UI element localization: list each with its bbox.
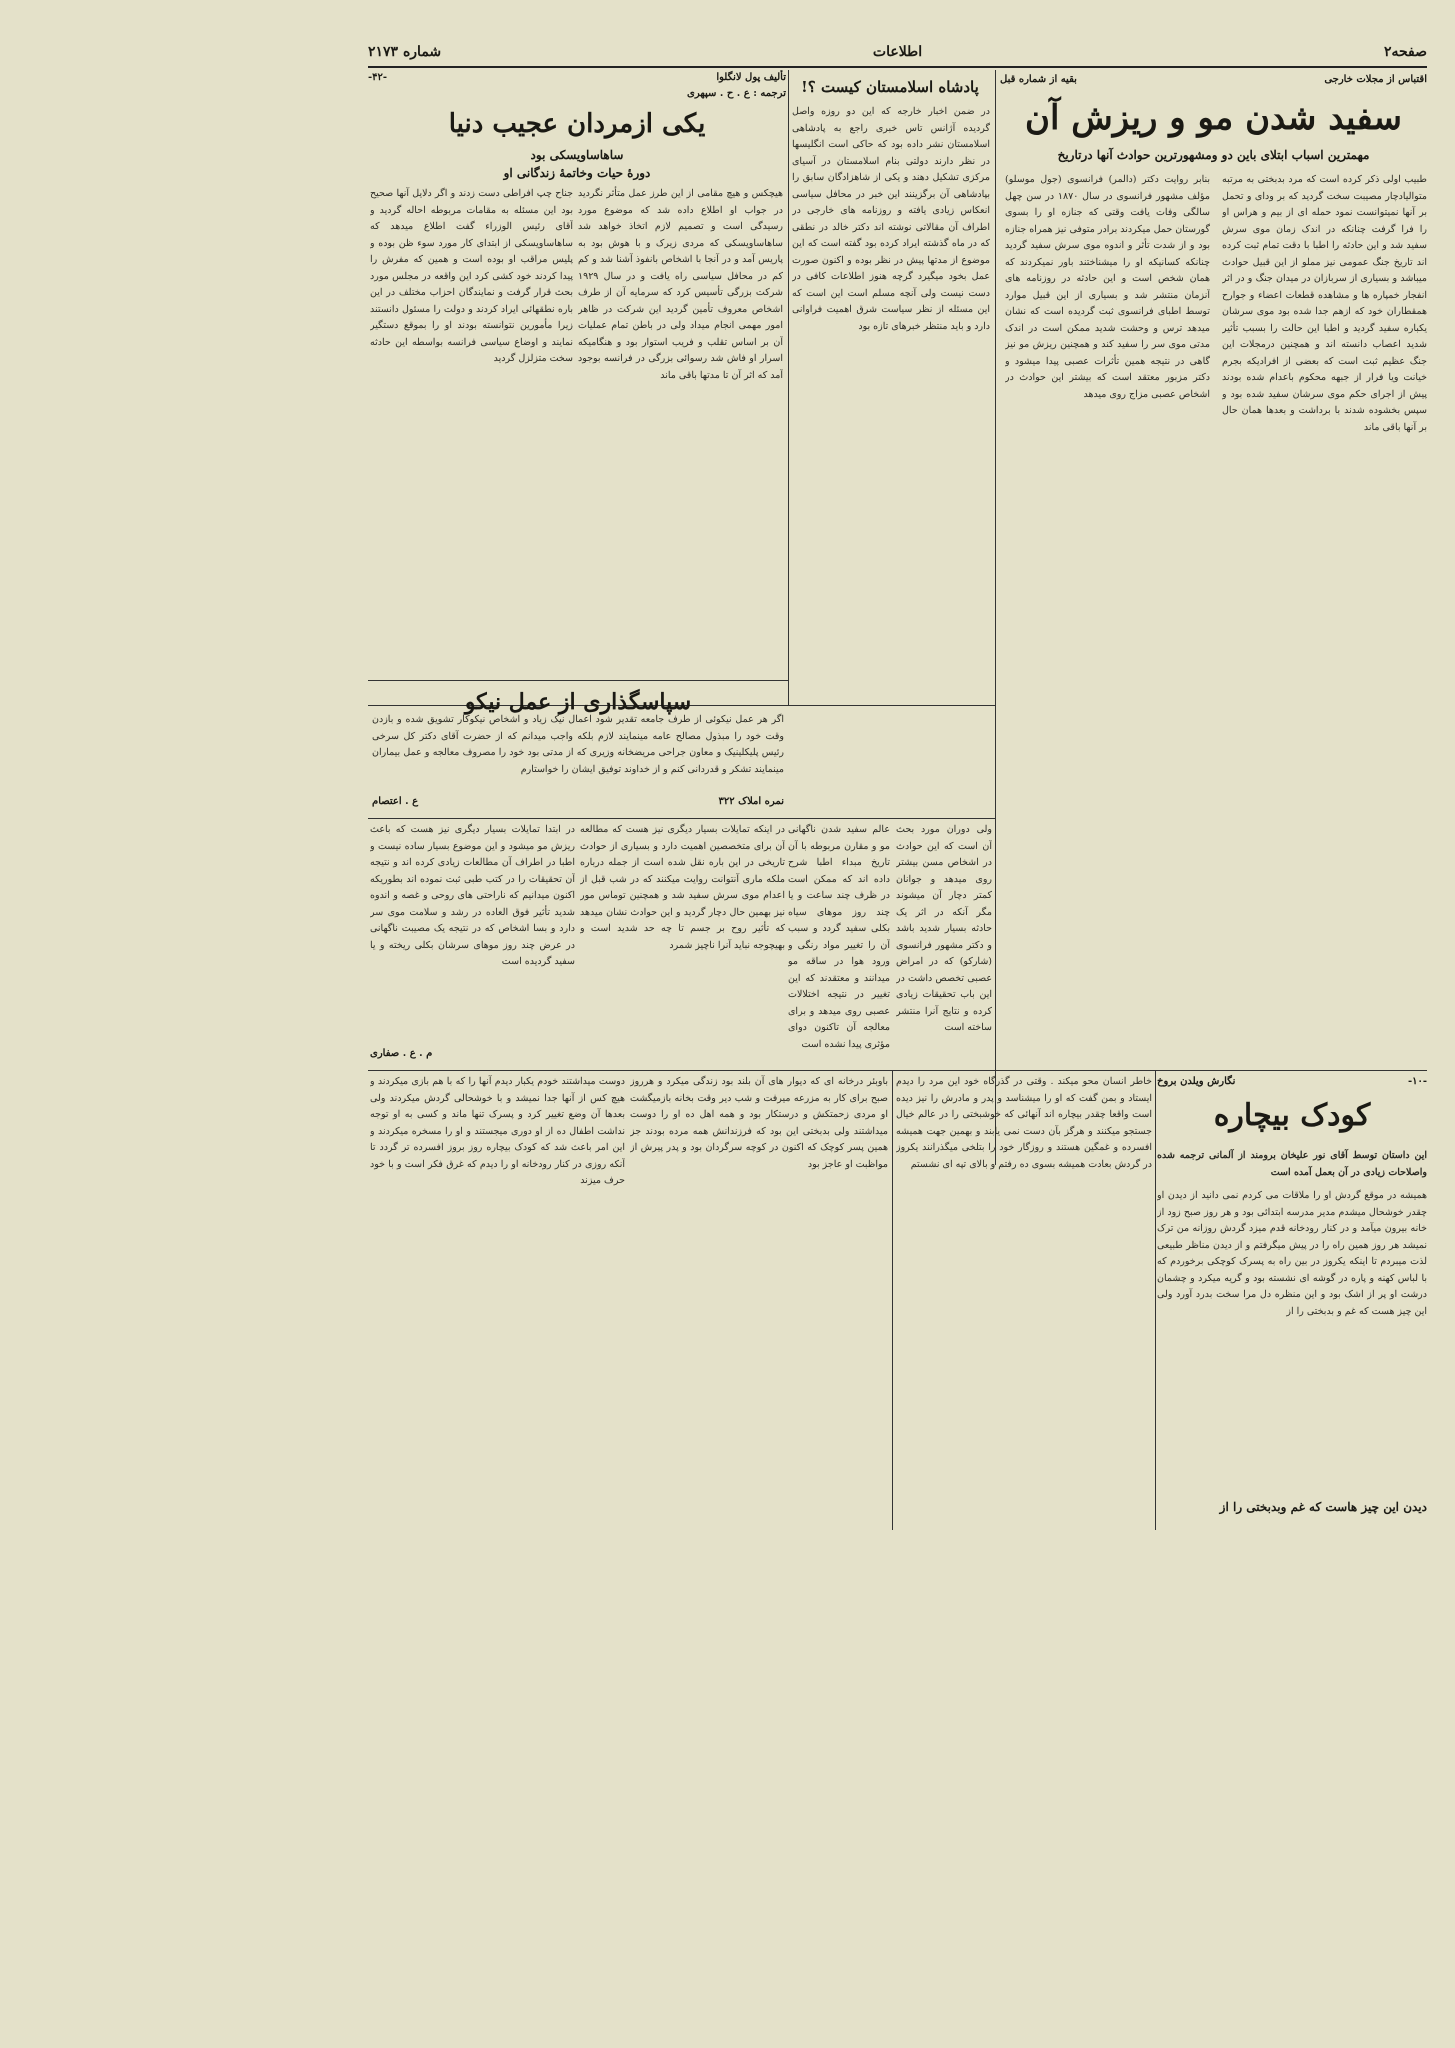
child-story-title: کودک بیچاره xyxy=(1213,1098,1371,1133)
paper-name: اطلاعات xyxy=(872,44,923,60)
wonders-column-right: هیچکس و هیچ مقامی از این طرز عمل متأثر نگردید در جواب او اطلاع داده شد که موضوع مورد رسیدگی است و تصمیم لازم اتخاذ خواهد شد ساهاساویسکی که مردی زیرک و با هوش بود به پاریس آمد و در آنجا با اشخاص بانفوذ آشنا شد و کم کم در محافل سیاسی راه یافت و در سال ۱۹۲۹ شرکت بزرگی تأسیس کرد که سرمایه آن از طرف اشخاص معروف تأمین گردید این شرکت در ظاهر امور مهمی انجام میداد ولی در باطن تمام عملیات آن بر اساس تقلب و فریب استوار بود و هنگامیکه اسرار او فاش شد رسوائی بزرگی در فرانسه بوجود آمد که اثر آن تا مدتها باقی ماند xyxy=(578,188,783,381)
hair-article-column-left: بنابر روایت دکتر (دالمر) فرانسوی (جول موسلو) مؤلف مشهور فرانسوی در سال ۱۸۷۰ در سن چهل سالگی وفات یافت وقتی که جنازه او را بسوی گورستان حمل میکردند برادر متوفی نیز همراه جنازه بود و از شدت تأثر و اندوه موی سرش سفید گردید چنانکه کسانیکه او را میشناختند باور نمیکردند که همان شخص است و این حادثه در روزنامه های آنزمان منتشر شد و بسیاری از این قبیل موارد توسط اطبای فرانسوی ثبت گردیده است که نشان میدهد ترس و وحشت شدید ممکن است در اندک مدتی موی سر را سفید کند و همچنین ریزش مو نیز گاهی در نتیجه همین تأثرات عصبی پیدا میشود و دکتر مزبور معتقد است که بیشتر این حوادث در اشخاص عصبی مزاج روی میدهد xyxy=(1005,174,1210,400)
lower-text-col1: در ابتدا تمایلات بسیار دیگری نیز هست که باعث ریزش مو میشود و این موضوع بسیار ساده نیست و اطبا در اطراف آن مطالعات زیادی کرده اند و نتیجه آن تحقیقات را در کتب طبی ثبت نموده اند بطوریکه اکنون میدانیم که ناراحتی های روحی و غصه و اندوه شدید تأثیر فوق العاده در رشد و سلامت موی سر دارد و بسا اشخاص که در نتیجه یک مصیبت ناگهانی در عرض چند روز موهای سرشان بکلی ریخته و یا سفید گردیده است xyxy=(370,824,575,967)
wonders-article-subtitle2: دورهٔ حیات وخاتمهٔ زندگانی او xyxy=(503,166,651,180)
issue-number: شماره ۲۱۷۳ xyxy=(368,44,442,60)
wonders-article-subtitle: ساهاساویسکی بود xyxy=(530,148,624,162)
article-translator: ترجمه : ع . ح . سپهری xyxy=(687,88,786,99)
lower-text-col4: ولی دوران مورد بحث آن است که این حوادث در اشخاص مسن بیشتر روی میدهد و جوانان کمتر دچار آن میشوند مگر آنکه در اثر یک حادثه بسیار شدید باشد و دکتر مشهور فرانسوی (شارکو) که در امراض عصبی تخصص داشت در این باب تحقیقات زیادی کرده و نتایج آنرا منتشر ساخته است xyxy=(896,824,992,1033)
lower-text-col3: عالم سفید شدن ناگهانی مو و مقارن مربوطه با آن تاریخ مبداء اطبا شرح داده اند که ممکن است در ظرف چند ساعت و یا چند روز موهای سیاه بکلی سفید گردد و سبب آن را تغییر مواد رنگی و ورود هوا در ساقه مو میدانند و معتقدند که این تغییر در نتیجه اختلالات عصبی روی میدهد و برای معالجه آن تاکنون دوای مؤثری پیدا نشده است xyxy=(788,824,890,1050)
newspaper-page xyxy=(340,0,1455,1568)
child-story-column-right: همیشه در موقع گردش او را ملاقات می کردم نمی دانید از دیدن او چقدر خوشحال میشدم مدیر مدرسه ابتدائی بود و هر روز صبح زود از خانه بیرون میآمد و در کنار رودخانه قدم میزد گردش روزانه من ترک نمیشد هر روز همین راه را در پیش میگرفتم و از دیدن مناظر طبیعی لذت میبردم تا اینکه یکروز در بین راه به پسرک کوچکی برخوردم که با لباس کهنه و پاره در گوشه ای نشسته بود و گریه میکرد و چشمان درشت او پر از اشک بود و این منظره دل مرا سخت بدرد آورد ولی این چیز هست که غم و بدبختی را از xyxy=(1157,1190,1427,1317)
column-rule xyxy=(788,70,789,705)
article-author: تألیف پول لانگلوا xyxy=(716,72,786,83)
article-page-number: -۴۲- xyxy=(368,72,388,83)
child-story-column-3: باوبئر درخانه ای که دیوار های آن بلند بود زندگی میکرد و هرروز صبح برای کار به مزرعه میرفت و شب دیر وقت بخانه بازمیگشت او مردی زحمتکش و درستکار بود و همه اهل ده او را دوست میداشتند ولی بدبختی این بود که فرزندانش همه مرده بودند جز همین پسر کوچک که اکنون در کوچه سرگردان بود و پدر پیرش از مواظبت او عاجز بود xyxy=(630,1076,888,1170)
section-rule xyxy=(368,680,788,681)
hair-article-subtitle: مهمترین اسباب ابتلای باین دو ومشهورترین حوادث آنها درتاریخ xyxy=(1057,148,1370,162)
child-story-footer: دیدن این چیز هاست که غم وبدبختی را از xyxy=(1219,1500,1427,1514)
wonders-column-left: جناح چپ افراطی دست زدند و اگر دلایل آنها صحیح بود این مسئله به مقامات مربوطه احاله گردید و آقای رئیس الوزراء گفت اطلاع میدهد که ساهاساویسکی از ابتدای کار مورد سوء ظن بوده و پلیس مراقب او بوده است و همین که مفرش را پیدا کردند خود کشی کرد این واقعه در مجلس مورد بحث قرار گرفت و نمایندگان احزاب مختلف در این باره نطقهائی ایراد کردند و دولت را مسئول دانستند زیرا مأمورین نتوانسته بودند او را بموقع دستگیر نمایند و اوضاع سیاسی فرانسه بواسطه این حادثه سخت متزلزل گردید xyxy=(370,188,573,364)
hair-article-header xyxy=(1000,72,1427,92)
hair-article-title: سفید شدن مو و ریزش آن xyxy=(1024,98,1403,138)
child-story-author-note: نگارش ویلدن بروخ xyxy=(1157,1076,1236,1087)
column-rule xyxy=(892,1070,893,1530)
lower-text-signature: م . ع . صفاری xyxy=(370,1048,433,1059)
notice-body: اگر هر عمل نیکوئی از طرف جامعه تقدیر شود اعمال نیک زیاد و اشخاص نیکوکار تشویق شده و بازدن وقت خود را مبذول مصالح عامه مینمایند لازم بلکه واجب میدانم که از حضرت آقای دکتر کل سرخی رئیس پلیکلینیک و معاون جراحی مریضخانه وزیری که از مدتی بود خود را مصروف معالجه و عمل بیماران مینمایند تشکر و قدردانی کنم و از خداوند توفیق ایشان را خواستارم xyxy=(372,714,784,775)
column-rule xyxy=(995,70,996,1165)
child-story-page-number: -۱۰- xyxy=(1407,1076,1427,1087)
section-rule xyxy=(368,818,995,819)
wonders-article-credits xyxy=(368,70,786,104)
article-source: اقتباس از مجلات خارجی xyxy=(1324,74,1427,85)
notice-signature xyxy=(372,796,784,814)
hair-article-column-right: طبیب اولی ذکر کرده است که مرد بدبختی به مرتبه متوالیادچار مصیبت سخت گردید که بر ودای و تحمل بر آنها نمیتوانست نمود حمله ای از بیم و هراس او را فرا گرفت چنانکه در اندک زمان موی سرش سفید شد و این حادثه را اطبا با دقت تمام ثبت کرده اند تاریخ جنگ عمومی نیز مملو از این قبیل حوادث میباشد و بسیاری از سربازان در میدان جنگ و در اثر انفجار خمپاره ها و مشاهده قطعات اعضاء و جوارح همقطاران خود که ازهم جدا شده بود موی سرشان یکباره سفید گردید و اطبا این حالت را بسبب تأثیر شدید اعصاب دانسته اند و همچنین درمجلات این جنگ عظیم ثبت است که بعضی از افرادیکه بجرم خیانت ویا فرار از جبهه محکوم باعدام شده بودند پیش از اجرای حکم موی سرشان سفید شده بود و سپس بخشوده شدند با برداشت و بعدها همان حال بر آنها باقی ماند xyxy=(1222,174,1427,433)
child-story-column-left: دوست میداشتند خودم یکبار دیدم آنها را که با هم بازی میکردند و هیچ کس از آنها جدا نمیشد و با خوشحالی گردش میکردند ولی بعدها آن وضع تغییر کرد و پسرک تنها ماند و کسی به او توجه نداشت اطفال ده از او دوری میجستند و او را مسخره میکردند و این امر باعث شد که کودک بیچاره روز بروز افسرده تر گردد تا آنکه روزی در کنار رودخانه او را دیدم که غرق فکر است و با خود حرف میزند xyxy=(370,1076,625,1186)
lower-text-col2: در اینکه تمایلات بسیار دیگری نیز هست که مطالعه آن برای متخصصین اهمیت دارد و بسیاری از حوادث تاریخی در این باره نقل شده است از جمله درباره ملکه ماری آنتوانت روایت میکنند که در شب قبل از اعدام موی سرش سفید شد و همچنین توماس مور نیز بهمین حال دچار گردید و این حوادث نشان میدهد که تأثیر روح بر جسم تا چه حد شدید است و بهیچوجه نباید آنرا ناچیز شمرد xyxy=(580,824,785,951)
article-continuation: بقیه از شماره قبل xyxy=(1000,74,1077,85)
notice-title: سپاسگذاری از عمل نیکو xyxy=(464,689,692,715)
page-number: صفحه۲ xyxy=(1383,44,1427,60)
child-story-column-2: خاطر انسان محو میکند . وقتی در گذرگاه خود این مرد را دیدم ایستاد و بمن گفت که او را میشناسد و پدر و مادرش را نیز دیده است واقعا چقدر بیچاره اند آنهائی که خوشبختی را در عالم خیال جستجو میکنند و هرگز بآن دست نمی یابند و بهمین جهت همیشه افسرده و غمگین هستند و روزگار خود را بتلخی میگذرانند یکروز در گردش بعادت همیشه بسوی ده رفتم و بالای تپه ای نشستم xyxy=(896,1076,1152,1170)
column-rule xyxy=(1155,1070,1156,1530)
wonders-article-title: یکی ازمردان عجیب دنیا xyxy=(448,109,706,139)
section-rule xyxy=(368,1070,1427,1071)
child-story-intro: این داستان توسط آقای نور علیخان برومند از آلمانی ترجمه شده واصلاحات زیادی در آن بعمل آمده است xyxy=(1157,1150,1427,1178)
child-story-header xyxy=(1157,1074,1427,1094)
masthead xyxy=(368,42,1427,68)
king-article-title: پادشاه اسلامستان کیست ؟! xyxy=(801,78,979,96)
king-article-body: در ضمن اخبار خارجه که این دو روزه واصل گردیده آژانس تاس خبری راجع به پادشاهی اسلامستان نشر داده بود که حاکی است انگلیسها در نظر دارند دولتی بنام اسلامستان در آسیای مرکزی تشکیل دهند و یکی از شاهزادگان سابق را بپادشاهی آن برگزینند این خبر در محافل سیاسی انعکاس زیادی یافته و روزنامه های خارجی در اطراف آن مقالاتی نوشته اند دکتر خالد در نطقی که در ماه گذشته ایراد کرده بود گفته است که این موضوع از مدتها پیش در نظر بوده و اکنون صورت عمل بخود میگیرد گرچه هنوز اطلاعات کافی در دست نیست ولی آنچه مسلم است این است که این مسئله از نظر سیاست شرق اهمیت فراوانی دارد و باید منتظر خبرهای تازه بود xyxy=(792,106,990,332)
notice-sign-right: نمره املاک ۳۲۲ xyxy=(718,796,784,807)
notice-sign-left: ع . اعتصام xyxy=(372,796,419,807)
